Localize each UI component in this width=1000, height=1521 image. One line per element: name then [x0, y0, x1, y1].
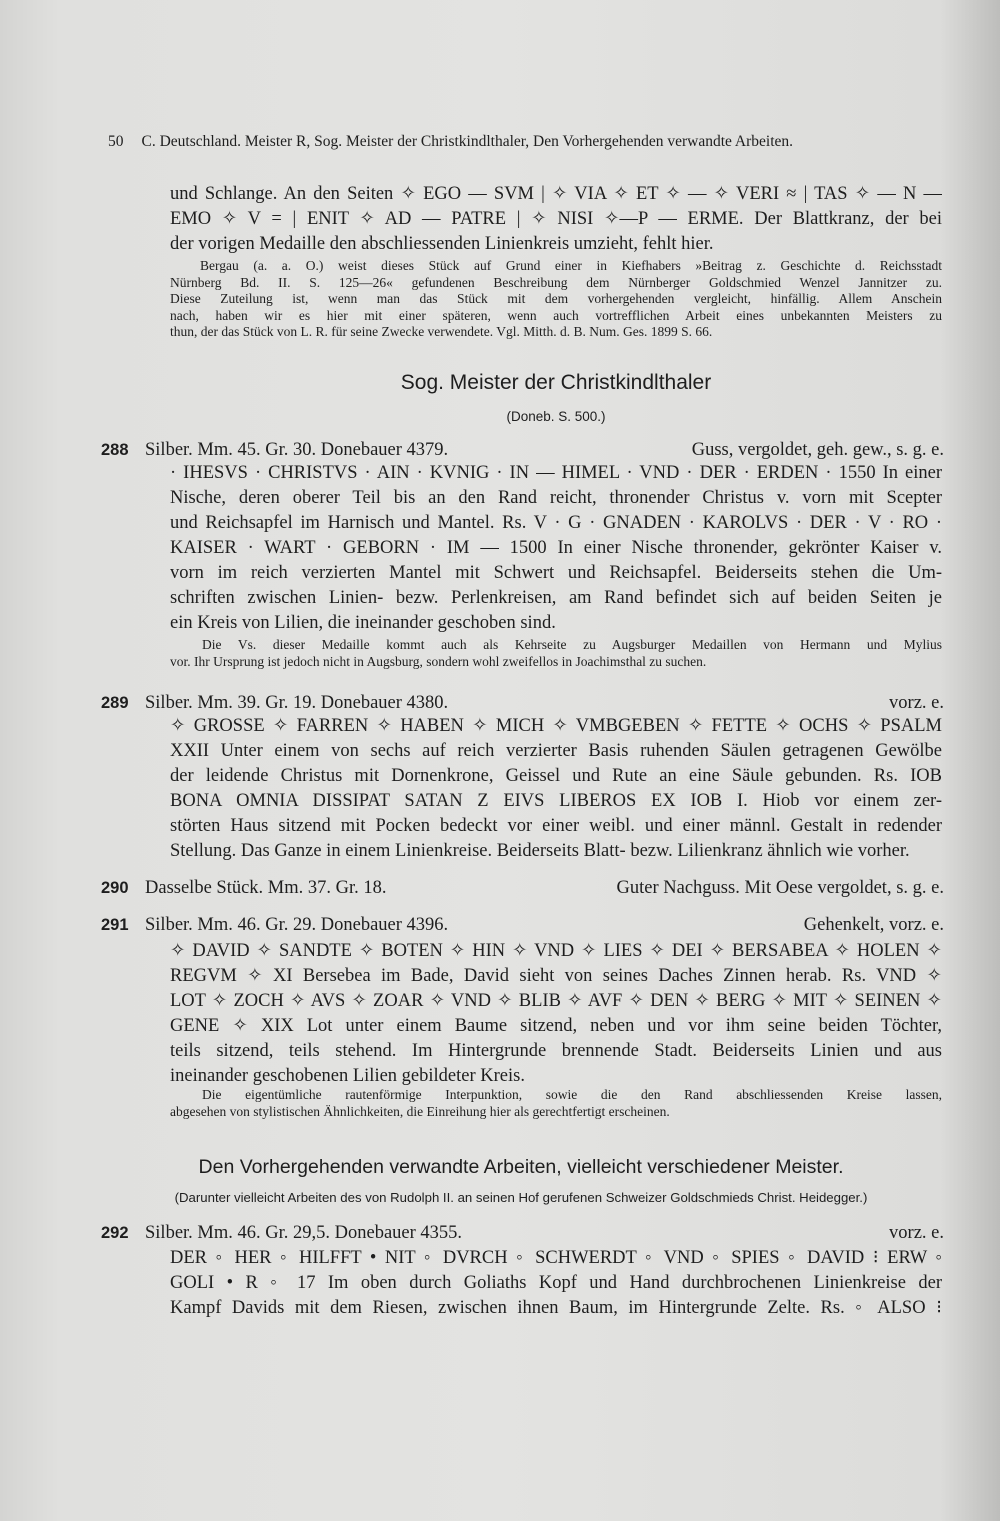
section-title: Den Vorhergehenden verwandte Arbeiten, vielleicht verschiedener Meister.	[198, 1156, 844, 1178]
entry-291-text	[170, 939, 942, 1089]
running-head-text: C. Deutschland. Meister R, Sog. Meister der Christkindlthaler, Den Vorhergehenden verwandte Arbeiten.	[141, 133, 794, 150]
text-line: schriften zwischen Linien- bezw. Perlenkreisen, am Rand befindet sich auf beiden Seiten je	[170, 588, 942, 608]
entry-292-text	[170, 1246, 942, 1321]
note-line: Die Vs. dieser Medaille kommt auch als Kehrseite zu Augsburger Medaillen von Hermann und Mylius	[202, 637, 942, 652]
note-line: vor. Ihr Ursprung ist jedoch nicht in Augsburg, sondern wohl zweifellos in Joachimsthal zu suchen.	[170, 653, 707, 669]
continuation-paragraph	[170, 182, 942, 257]
entry-number: 289	[101, 694, 129, 712]
running-head	[108, 133, 908, 151]
note-line: Diese Zuteilung ist, wenn man das Stück mit dem vorhergehenden vergleicht, hinfällig. Allem Anschein	[170, 291, 942, 306]
entry-condition: Guter Nachguss. Mit Oese vergoldet, s. g. e.	[616, 878, 944, 898]
note-line: Die eigentümliche rautenförmige Interpunktion, sowie die den Rand abschliessenden Kreise lassen,	[202, 1087, 942, 1102]
entry-description: Silber. Mm. 39. Gr. 19. Donebauer 4380.	[145, 693, 449, 713]
text-line: Nische, deren oberer Teil bis an den Rand reicht, thronender Christus v. vorn mit Scepter	[170, 488, 942, 508]
text-line: EMO ✧ V = | ENIT ✧ AD — PATRE | ✧ NISI ✧—P — ERME. Der Blattkranz, der bei	[170, 209, 942, 229]
text-line: KAISER · WART · GEBORN · IM — 1500 In einer Nische thronender, gekrönter Kaiser v.	[170, 538, 942, 558]
note-line: Nürnberg Bd. II. S. 125—26« gefundenen Beschreibung dem Nürnberger Goldschmied Wenzel Jannitzer zu.	[170, 274, 942, 290]
entry-condition: Gehenkelt, vorz. e.	[803, 915, 944, 935]
entry-condition: Guss, vergoldet, geh. gew., s. g. e.	[691, 440, 944, 460]
text-line: BONA OMNIA DISSIPAT SATAN Z EIVS LIBEROS EX IOB I. Hiob vor einem zer-	[170, 791, 942, 811]
text-line: störten Haus sitzend mit Pocken bedeckt vor einer weibl. und einer männl. Gestalt in redender	[170, 816, 942, 836]
section-subtitle: (Darunter vielleicht Arbeiten des von Rudolph II. an seinen Hof gerufenen Schweizer Goldschmieds Christ. Heidegger.)	[174, 1190, 868, 1205]
text-line: LOT ✧ ZOCH ✧ AVS ✧ ZOAR ✧ VND ✧ BLIB ✧ AVF ✧ DEN ✧ BERG ✧ MIT ✧ SEINEN ✧	[170, 991, 942, 1011]
note-line: thun, der das Stück von L. R. für seine Zwecke verwendete. Vgl. Mitth. d. B. Num. Ges. 1899 S. 66.	[170, 324, 713, 339]
section-title: Sog. Meister der Christkindlthaler	[400, 371, 712, 394]
text-line: XXII Unter einem von sechs auf reich verzierter Basis ruhenden Säulen getragenen Gewölbe	[170, 741, 942, 761]
text-line: der leidende Christus mit Dornenkrone, Geissel und Rute an eine Säule gebunden. Rs. IOB	[170, 766, 942, 786]
page-number: 50	[108, 133, 124, 150]
entry-condition: vorz. e.	[889, 1223, 944, 1243]
entry-description: Dasselbe Stück. Mm. 37. Gr. 18.	[145, 878, 387, 898]
entry-description: Silber. Mm. 46. Gr. 29. Donebauer 4396.	[145, 915, 449, 935]
text-line: · IHESVS · CHRISTVS · AIN · KVNIG · IN — HIMEL · VND · DER · ERDEN · 1550 In einer	[170, 463, 942, 483]
text-line: und Schlange. An den Seiten ✧ EGO — SVM | ✧ VIA ✧ ET ✧ — ✧ VERI ≈ | TAS ✧ — N —	[170, 184, 942, 204]
text-line: und Reichsapfel im Harnisch und Mantel. Rs. V · G · GNADEN · KAROLVS · DER · V · RO ·	[170, 513, 942, 533]
text-line: vorn im reich verzierten Mantel mit Schwert und Reichsapfel. Beiderseits stehen die Um-	[170, 563, 942, 583]
entry-number: 291	[101, 916, 129, 934]
entry-288-text	[170, 461, 942, 636]
text-line: ✧ DAVID ✧ SANDTE ✧ BOTEN ✧ HIN ✧ VND ✧ LIES ✧ DEI ✧ BERSABEA ✧ HOLEN ✧	[170, 941, 942, 961]
text-line: REGVM ✧ XI Bersebea im Bade, David sieht von seines Daches Zinnen herab. Rs. VND ✧	[170, 966, 942, 986]
text-line: ein Kreis von Lilien, die ineinander geschoben sind.	[170, 613, 556, 633]
note-line: Bergau (a. a. O.) weist dieses Stück auf Grund einer in Kiefhabers »Beitrag z. Geschichte d. Reichsstadt	[200, 258, 942, 273]
text-line: teils sitzend, teils stehend. Im Hintergrunde brennende Stadt. Beiderseits Linien und aus	[170, 1041, 942, 1061]
text-line: ineinander geschobenen Lilien gebildeter Kreis.	[170, 1066, 525, 1086]
entry-288-note	[170, 637, 942, 670]
entry-291-note	[170, 1087, 942, 1120]
note-line: abgesehen von stylistischen Ähnlichkeiten, die Einreihung hier als gerechtfertigt erscheinen.	[170, 1103, 670, 1119]
footnote-block	[170, 258, 942, 341]
entry-condition: vorz. e.	[889, 693, 944, 713]
text-line: GENE ✧ XIX Lot unter einem Baume sitzend, neben und vor ihm seine beiden Töchter,	[170, 1016, 942, 1036]
entry-number: 290	[101, 879, 129, 897]
entry-description: Silber. Mm. 46. Gr. 29,5. Donebauer 4355.	[145, 1223, 463, 1243]
text-line: Stellung. Das Ganze in einem Linienkreise. Beiderseits Blatt- bezw. Lilienkranz ähnlich wie vorher.	[170, 841, 910, 861]
entry-description: Silber. Mm. 45. Gr. 30. Donebauer 4379.	[145, 440, 449, 460]
entry-289-text	[170, 714, 942, 864]
text-line: ✧ GROSSE ✧ FARREN ✧ HABEN ✧ MICH ✧ VMBGEBEN ✧ FETTE ✧ OCHS ✧ PSALM	[170, 716, 942, 736]
entry-number: 292	[101, 1224, 129, 1242]
text-line: DER ◦ HER ◦ HILFFT • NIT ◦ DVRCH ◦ SCHWERDT ◦ VND ◦ SPIES ◦ DAVID ⁝ ERW ◦	[170, 1248, 942, 1268]
entry-number: 288	[101, 441, 129, 459]
text-line: Kampf Davids mit dem Riesen, zwischen ihnen Baum, im Hintergrunde Zelte. Rs. ◦ ALSO ⁝	[170, 1298, 942, 1318]
text-line: GOLI • R ◦ 17 Im oben durch Goliaths Kopf und Hand durchbrochenen Linienkreise der	[170, 1273, 942, 1293]
section-subtitle: (Doneb. S. 500.)	[506, 409, 606, 424]
text-line: der vorigen Medaille den abschliessenden Linienkreis umzieht, fehlt hier.	[170, 234, 714, 254]
note-line: nach, haben wir es hier mit einer späteren, wenn auch vortrefflichen Arbeit eines unbekannten Meisters zu	[170, 307, 942, 323]
